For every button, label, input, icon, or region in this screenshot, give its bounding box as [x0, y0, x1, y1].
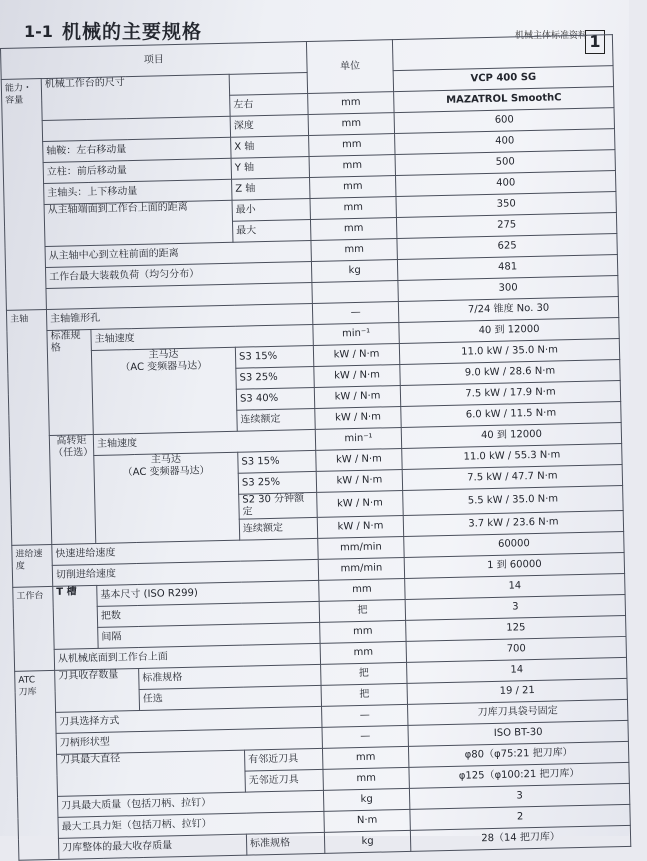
std-speed-label: 主轴速度	[91, 324, 313, 350]
last-sub: 标准规格	[246, 832, 325, 855]
std-cont-unit: kW / N·m	[315, 406, 401, 429]
ht-s3-15-unit: kW / N·m	[316, 448, 402, 471]
std-s3-25-unit: kW / N·m	[314, 365, 400, 388]
depth-label: 深度	[230, 115, 309, 138]
unit-header: 单位	[306, 40, 393, 94]
min-label: 最小	[232, 199, 311, 222]
spindle-category: 主轴	[6, 310, 51, 546]
lr-unit: mm	[308, 92, 394, 115]
diam-noadj-label: 无邻近刀具	[245, 769, 324, 792]
cap-opt-unit: 把	[321, 683, 407, 706]
last-value: 28（14 把刀库）	[410, 825, 630, 851]
cap-opt-label: 任选	[139, 685, 321, 710]
min-unit: mm	[310, 197, 396, 220]
rapid-unit: mm/min	[318, 536, 404, 559]
ht-cont-value: 3.7 kW / 23.6 N·m	[403, 510, 623, 536]
floor-label: 从机械底面到工作台上面	[54, 643, 320, 670]
center-label: 从主轴中心到立柱前面的距离	[45, 240, 311, 267]
cap-std-unit: 把	[321, 662, 407, 685]
table-size-label: 机械工作台的尺寸	[41, 74, 230, 120]
section-title: 机械的主要规格	[62, 21, 203, 43]
cap-opt-value: 19 / 21	[407, 678, 627, 704]
ht-speed-unit: min⁻¹	[315, 427, 401, 450]
load-unit: kg	[311, 260, 397, 283]
pitch-value: 125	[406, 615, 626, 641]
item-header: 项目	[1, 42, 308, 80]
diameter-label: 刀具最大直径	[57, 750, 246, 796]
section-number: 1-1	[24, 22, 53, 41]
lr-label: 左右	[230, 94, 309, 117]
moment-unit: N·m	[324, 809, 410, 832]
z-label: 主轴头：上下移动量	[44, 179, 232, 204]
worktable-category: 工作台	[13, 586, 55, 671]
std-motor-label: 主马达	[148, 349, 179, 361]
depth-unit: mm	[308, 113, 394, 136]
moment-value: 2	[410, 804, 630, 830]
ht-s2-value: 5.5 kW / 35.0 N·m	[403, 485, 624, 515]
taper-unit: —	[312, 302, 398, 325]
tslot-label: T 槽	[53, 585, 98, 649]
empty-cell	[229, 73, 308, 96]
select-label: 刀具选择方式	[56, 706, 322, 733]
std-s3-40-value: 7.5 kW / 17.9 N·m	[400, 381, 620, 407]
lr-value: 600	[394, 108, 614, 134]
taper-value: 7/24 锥度 No. 30	[398, 297, 618, 323]
feed-category: 进给速度	[12, 544, 53, 587]
document-label: 机械主体标准资料	[515, 31, 588, 41]
count-label: 把数	[97, 601, 319, 627]
max-value: 625	[397, 234, 617, 260]
x-label: 轴鞍：左右移动量	[43, 137, 231, 162]
std-speed-unit: min⁻¹	[313, 323, 399, 346]
spec-table	[0, 34, 631, 861]
capacity-category: 能力・容量	[1, 79, 46, 311]
min-value: 275	[396, 213, 616, 239]
std-s3-15-value: 11.0 kW / 35.0 N·m	[399, 339, 619, 365]
ht-motor-label: 主马达	[150, 454, 182, 466]
basic-label: 基本尺寸 (ISO R299)	[97, 580, 319, 606]
mass-value: 3	[409, 783, 629, 809]
std-motor-sub: （AC 变频器马达）	[120, 360, 208, 374]
std-s3-15-unit: kW / N·m	[313, 344, 399, 367]
ht-speed-label: 主轴速度	[93, 429, 315, 455]
high-torque-cell	[49, 434, 95, 544]
basic-unit: mm	[319, 578, 405, 601]
shank-label: 刀柄形状型	[56, 727, 322, 754]
select-unit: —	[322, 704, 408, 727]
rapid-value: 60000	[404, 531, 624, 557]
spec-table-wrapper	[0, 34, 647, 861]
empty-cell	[312, 281, 398, 304]
chapter-number-box: 1	[585, 30, 605, 54]
shank-unit: —	[322, 725, 408, 748]
moment-label: 最大工具力矩（包括刀柄、拉钉）	[58, 811, 324, 838]
ht-s3-25-label: S3 25%	[238, 471, 317, 494]
control-name: MAZATROL SmoothC	[394, 87, 614, 113]
last-unit: kg	[324, 830, 410, 853]
taper-label: 主轴锥形孔	[46, 303, 312, 330]
ht-s3-25-unit: kW / N·m	[316, 469, 402, 492]
standard-spec-label: 标准规格	[47, 330, 93, 436]
std-s3-25-value: 9.0 kW / 28.6 N·m	[400, 360, 620, 386]
ht-motor-sub: （AC 变频器马达）	[122, 465, 210, 479]
ht-s2-unit: kW / N·m	[317, 490, 404, 517]
y-value: 400	[396, 171, 616, 197]
y-unit: mm	[309, 155, 395, 178]
load-value: 300	[398, 276, 618, 302]
mass-label: 刀具最大质量（包括刀柄、拉钉）	[57, 790, 323, 817]
z-value: 350	[396, 192, 616, 218]
center-unit: mm	[311, 239, 397, 262]
x-value: 500	[395, 150, 615, 176]
high-torque-label: 高转矩	[56, 435, 87, 447]
diam-noadj-value: φ125（φ100:21 把刀库）	[409, 762, 629, 788]
floor-unit: mm	[320, 641, 406, 664]
ht-cont-unit: kW / N·m	[317, 515, 403, 538]
ht-speed-value: 40 到 12000	[401, 423, 621, 449]
depth-value: 400	[395, 129, 615, 155]
high-torque-sub: （任选）	[53, 446, 94, 459]
basic-value: 14	[405, 573, 625, 599]
ht-cont-label: 连续额定	[239, 517, 318, 540]
max-label: 最大	[232, 219, 311, 242]
std-speed-value: 40 到 12000	[399, 318, 619, 344]
diam-adj-unit: mm	[323, 746, 409, 769]
center-value: 481	[397, 255, 617, 281]
ht-s3-15-value: 11.0 kW / 55.3 N·m	[402, 443, 622, 469]
model-name: VCP 400 SG	[393, 66, 613, 92]
cap-std-label: 标准规格	[139, 664, 321, 689]
std-s3-15-label: S3 15%	[235, 345, 314, 368]
diam-adj-label: 有邻近刀具	[244, 748, 323, 771]
empty-cell	[392, 35, 613, 71]
last-label: 刀库整体的最大收存质量	[58, 834, 246, 859]
ht-s3-15-label: S3 15%	[238, 450, 317, 473]
cut-label: 切削进给速度	[52, 559, 318, 586]
std-s3-25-label: S3 25%	[236, 366, 315, 389]
capacity-label: 刀具收存数量	[55, 669, 140, 713]
std-cont-value: 6.0 kW / 11.5 N·m	[401, 402, 621, 428]
count-unit: 把	[319, 599, 405, 622]
cut-value: 1 到 60000	[404, 552, 624, 578]
y-label: 立柱：前后移动量	[43, 158, 231, 183]
mass-unit: kg	[323, 788, 409, 811]
ht-s2-label: S2 30 分钟额定	[239, 492, 318, 519]
std-cont-label: 连续额定	[237, 408, 316, 431]
pitch-unit: mm	[320, 620, 406, 643]
ht-motor-cell	[94, 452, 240, 543]
x-axis: X 轴	[231, 136, 310, 159]
floor-value: 700	[406, 636, 626, 662]
diam-noadj-unit: mm	[323, 767, 409, 790]
z-axis: Z 轴	[232, 178, 311, 201]
count-value: 3	[405, 594, 625, 620]
distance-label: 从主轴端面到工作台上面的距离	[44, 200, 233, 246]
diam-adj-value: φ80（φ75:21 把刀库）	[408, 741, 628, 767]
std-motor-cell	[91, 347, 237, 434]
z-unit: mm	[310, 176, 396, 199]
std-s3-40-unit: kW / N·m	[314, 386, 400, 409]
cut-unit: mm/min	[318, 557, 404, 580]
pitch-label: 间隔	[98, 622, 320, 648]
atc-category: ATC 刀库	[15, 670, 59, 860]
x-unit: mm	[309, 134, 395, 157]
select-value: 刀库刀具袋号固定	[408, 699, 628, 725]
max-unit: mm	[311, 218, 397, 241]
std-s3-40-label: S3 40%	[236, 387, 315, 410]
cap-std-value: 14	[407, 657, 627, 683]
shank-value: ISO BT-30	[408, 720, 628, 746]
rapid-label: 快速进给速度	[52, 538, 318, 565]
ht-s3-25-value: 7.5 kW / 47.7 N·m	[402, 464, 622, 490]
load-label: 工作台最大装载负荷（均匀分布）	[45, 261, 311, 288]
y-axis: Y 轴	[231, 157, 310, 180]
